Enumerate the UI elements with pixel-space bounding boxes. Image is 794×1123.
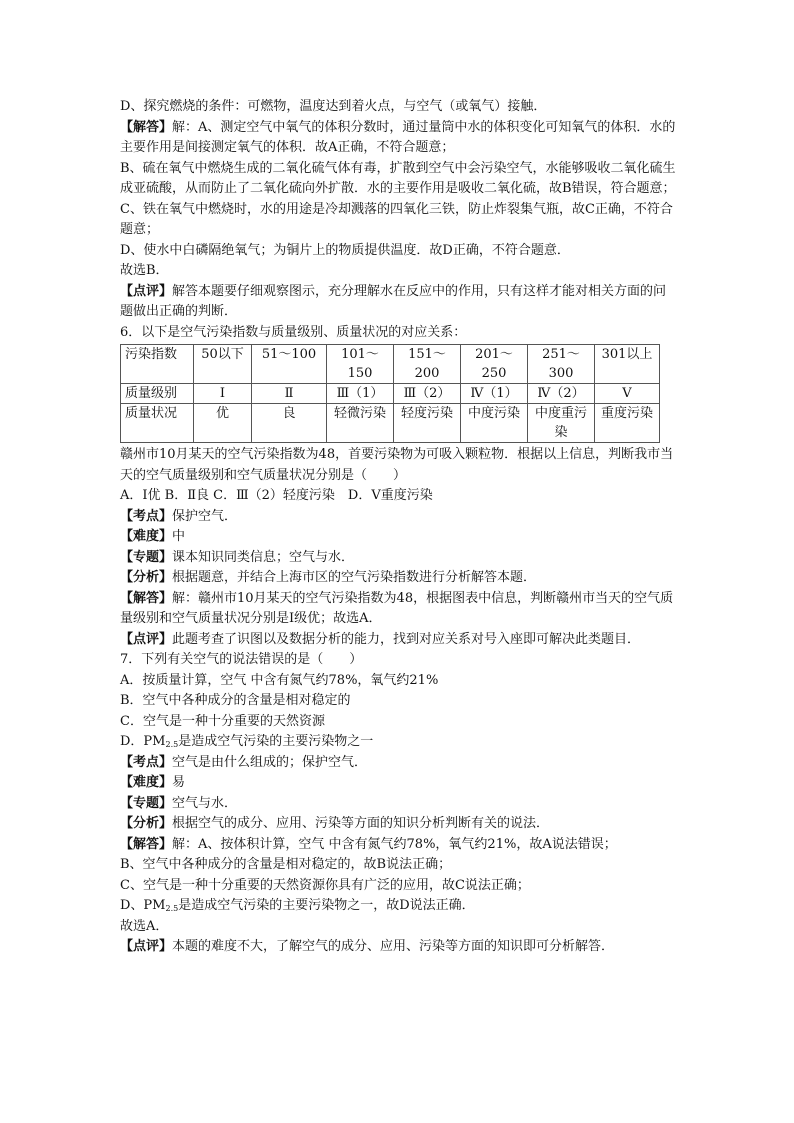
- answer-d-pm25: D、$PM_{2.5}$是造成空气污染的主要污染物之一，故D说法正确．: [120, 898, 475, 913]
- line-text: 6．以下是空气污染指数与质量级别、质量状况的对应关系：: [120, 324, 467, 340]
- table-cell: Ⅳ（2）: [528, 384, 595, 404]
- line-text: 保护空气．: [172, 508, 238, 524]
- table-cell: Ⅱ: [252, 384, 327, 404]
- line-text: A．Ⅰ优 B．Ⅱ良 C．Ⅲ（2）轻度污染 D．Ⅴ重度污染: [120, 488, 433, 503]
- text-line: [120, 753, 676, 774]
- table-cell: 优: [194, 404, 252, 443]
- table-cell: 251～300: [528, 345, 595, 384]
- option-d-pm25: D．$PM_{2.5}$是造成空气污染的主要污染物之一: [120, 734, 374, 749]
- table-cell: Ⅴ: [595, 384, 660, 404]
- section-q7-answer: [120, 753, 676, 897]
- line-text: 此题考查了识图以及数据分析的能力，找到对应关系对号入座即可解决此类题目．: [172, 631, 641, 647]
- text-line: [120, 630, 676, 651]
- text-line: [120, 527, 676, 548]
- line-text: 解：A、按体积计算，空气 中含有氮气约78%，氧气约21%，故A说法错误；: [172, 836, 617, 852]
- table-cell: 良: [252, 404, 327, 443]
- text-line: [120, 835, 676, 856]
- line-text: 解：赣州市10月某天的空气污染指数为48，根据图表中信息，判断赣州市当天的空气质量级别和空气质量状况分别是Ⅰ级优；故选A．: [120, 590, 674, 626]
- pollution-index-table: [120, 344, 660, 443]
- table-cell: Ⅲ（2）: [394, 384, 461, 404]
- text-line: [120, 876, 676, 897]
- line-text: 课本知识同类信息；空气与水．: [172, 549, 355, 565]
- line-text: 本题的难度不大，了解空气的成分、应用、污染等方面的知识即可分析解答．: [172, 939, 615, 954]
- section-q5-answer: [120, 97, 676, 343]
- line-text: 赣州市10月某天的空气污染指数为48，首要污染物为可吸入颗粒物．根据以上信息，判断我市当天的空气质量级别和空气质量状况分别是（ ）: [120, 447, 674, 483]
- section-tag: 【分析】: [120, 570, 173, 585]
- line-text: B．空气中各种成分的含量是相对稳定的: [120, 693, 351, 708]
- text-line: [120, 917, 676, 938]
- line-text: D、使水中白磷隔绝氧气；为铜片上的物质提供温度．故D正确，不符合题意．: [120, 242, 570, 258]
- table-cell: 301以上: [595, 345, 660, 384]
- table-row: [121, 404, 660, 443]
- section-q7-end: [120, 917, 676, 958]
- table-cell: 中度污染: [461, 404, 528, 443]
- table-cell: 51～100: [252, 345, 327, 384]
- text-line: [120, 568, 676, 589]
- table-row: [121, 345, 660, 384]
- line-text: 易: [172, 775, 186, 790]
- section-tag: 【点评】: [120, 283, 173, 299]
- text-line: [120, 650, 676, 671]
- section-tag: 【专题】: [120, 795, 173, 811]
- table-cell: 轻微污染: [327, 404, 394, 443]
- section-q6-q7: [120, 445, 676, 732]
- row-header-cell: 质量状况: [121, 404, 194, 443]
- section-tag: 【专题】: [120, 549, 173, 565]
- line-text: 中: [172, 529, 186, 544]
- line-text: 根据空气的成分、应用、污染等方面的知识分析判断有关的说法．: [172, 816, 550, 831]
- text-line: [120, 282, 676, 323]
- table-cell: Ⅳ（1）: [461, 384, 528, 404]
- section-tag: 【解答】: [120, 590, 173, 606]
- text-line: [120, 589, 676, 630]
- line-text: 解答本题要仔细观察图示，充分理解水在反应中的作用，只有这样才能对相关方面的问题做出正确的判断．: [120, 283, 667, 319]
- page-content: [120, 97, 676, 958]
- text-line: [120, 937, 676, 958]
- row-header-cell: 污染指数: [121, 345, 194, 384]
- text-line: [120, 773, 676, 794]
- line-text: 解：A、测定空气中氧气的体积分数时，通过量筒中水的体积变化可知氧气的体积．水的主要作用是间接测定氧气的体积．故A正确，不符合题意；: [120, 119, 676, 155]
- text-line: [120, 118, 676, 159]
- line-text: 故选A．: [120, 918, 169, 934]
- text-line: [120, 671, 676, 692]
- table-cell: 轻度污染: [394, 404, 461, 443]
- line-text: C．空气是一种十分重要的天然资源: [120, 713, 325, 729]
- table-row: [121, 384, 660, 404]
- text-line: [120, 445, 676, 486]
- table-cell: 重度污染: [595, 404, 660, 443]
- text-line: [120, 855, 676, 876]
- table-cell: 151～200: [394, 345, 461, 384]
- line-text: C、铁在氧气中燃烧时，水的用途是冷却溅落的四氧化三铁，防止炸裂集气瓶，故C正确，不符合题意；: [120, 201, 673, 237]
- text-line: [120, 159, 676, 200]
- text-line: [120, 794, 676, 815]
- table-cell: 50以下: [194, 345, 252, 384]
- text-line: [120, 241, 676, 262]
- table-cell: Ⅰ: [194, 384, 252, 404]
- section-tag: 【分析】: [120, 816, 173, 831]
- text-line: [120, 261, 676, 282]
- section-tag: 【考点】: [120, 754, 173, 770]
- line-text: 7．下列有关空气的说法错误的是（ ）: [120, 652, 363, 667]
- line-text: 故选B．: [120, 263, 169, 278]
- line-text: A．按质量计算，空气 中含有氮气约78%，氧气约21%: [120, 672, 439, 688]
- line-text: B、硫在氧气中燃烧生成的二氧化硫气体有毒，扩散到空气中会污染空气，水能够吸收二氧化硫生成亚硫酸，从而防止了二氧化硫向外扩散．水的主要作用是吸收二氧化硫，故B错误，符合题意；: [120, 160, 676, 196]
- section-tag: 【考点】: [120, 508, 173, 524]
- section-tag: 【点评】: [120, 939, 173, 954]
- table-cell: 201～250: [461, 345, 528, 384]
- line-text: C、空气是一种十分重要的天然资源你具有广泛的应用，故C说法正确；: [120, 877, 530, 893]
- line-text: B、空气中各种成分的含量是相对稳定的，故B说法正确；: [120, 857, 452, 872]
- text-line: [120, 814, 676, 835]
- table-cell: Ⅲ（1）: [327, 384, 394, 404]
- section-tag: 【解答】: [120, 119, 173, 135]
- section-tag: 【解答】: [120, 836, 173, 852]
- text-line: [120, 97, 676, 118]
- line-text: D、探究燃烧的条件：可燃物，温度达到着火点，与空气（或氧气）接触．: [120, 99, 547, 114]
- text-line: [120, 323, 676, 344]
- section-tag: 【难度】: [120, 775, 173, 790]
- line-text: 空气是由什么组成的；保护空气．: [172, 754, 368, 770]
- text-line: [120, 507, 676, 528]
- section-tag: 【点评】: [120, 631, 173, 647]
- table-cell: 中度重污染: [528, 404, 595, 443]
- text-line: [120, 548, 676, 569]
- text-line: [120, 691, 676, 712]
- line-text: 空气与水．: [172, 795, 238, 811]
- text-line: [120, 712, 676, 733]
- section-tag: 【难度】: [120, 529, 173, 544]
- line-text: 根据题意，并结合上海市区的空气污染指数进行分析解答本题．: [172, 570, 537, 585]
- row-header-cell: 质量级别: [121, 384, 194, 404]
- text-line: [120, 486, 676, 507]
- text-line: [120, 200, 676, 241]
- table-cell: 101～150: [327, 345, 394, 384]
